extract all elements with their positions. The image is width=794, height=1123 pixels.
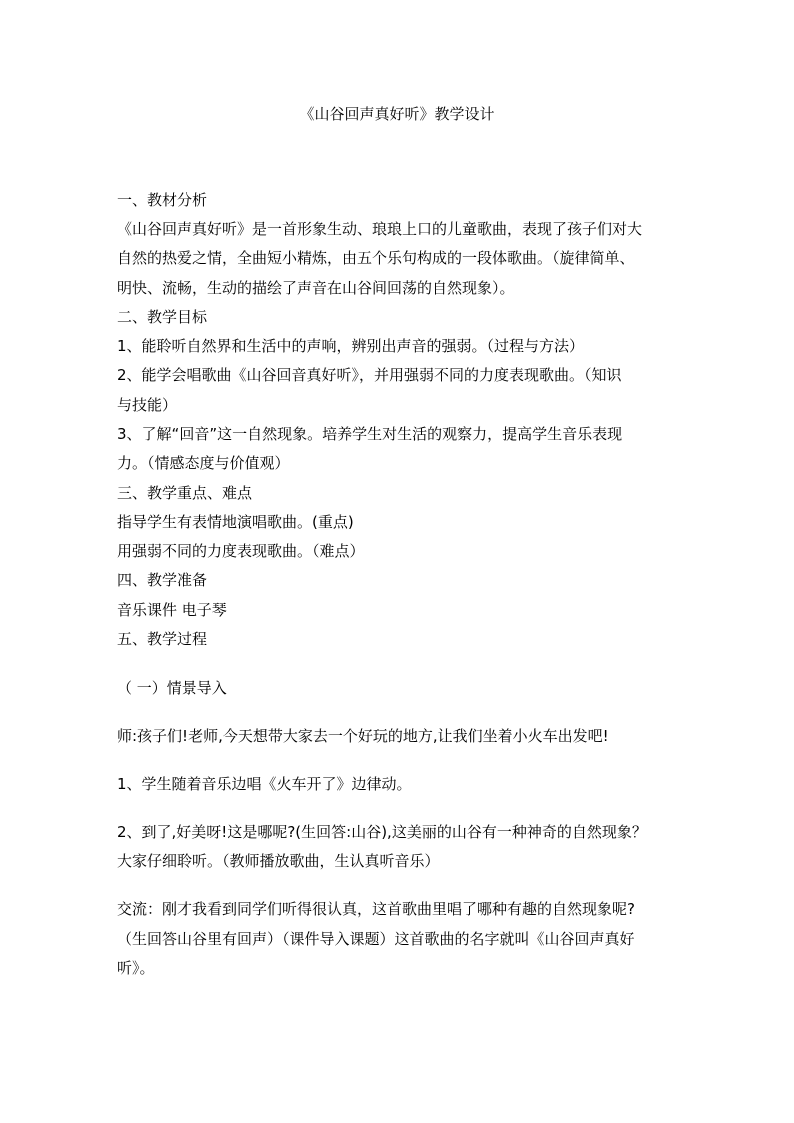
paragraph-line: 师:孩子们!老师,今天想带大家去一个好玩的地方,让我们坐着小火车出发吧! (117, 727, 609, 745)
paragraph-line: 明快、流畅，生动的描绘了声音在山谷间回荡的自然现象）。 (117, 279, 515, 297)
paragraph-line: 3、了解“回音”这一自然现象。培养学生对生活的观察力，提高学生音乐表现 (117, 425, 623, 443)
paragraph-line: 《山谷回声真好听》是一首形象生动、琅琅上口的儿童歌曲，表现了孩子们对大 (117, 220, 643, 238)
paragraph-line: 力。（情感态度与价值观） (117, 454, 290, 472)
section-heading: 三、教学重点、难点 (117, 484, 253, 502)
paragraph-line: 2、能学会唱歌曲《山谷回音真好听》，并用强弱不同的力度表现歌曲。（知识 (117, 366, 622, 384)
subsection-heading: （ 一）情景导入 (117, 679, 227, 697)
section-heading: 二、教学目标 (117, 308, 208, 326)
paragraph-line: 1、学生随着音乐边唱《火车开了》边律动。 (117, 775, 412, 793)
section-heading: 四、教学准备 (117, 571, 208, 589)
section-heading: 一、教材分析 (117, 191, 208, 209)
paragraph-line: 2、到了,好美呀!这是哪呢?(生回答:山谷),这美丽的山谷有一种神奇的自然现象？ (117, 823, 647, 841)
paragraph-line: 听》。 (117, 959, 155, 977)
paragraph-line: 1、能聆听自然界和生活中的声响，辨别出声音的强弱。（过程与方法） (117, 337, 585, 355)
paragraph-line: 用强弱不同的力度表现歌曲。（难点） (117, 542, 365, 560)
paragraph-line: 大家仔细聆听。（教师播放歌曲，生认真听音乐） (117, 852, 440, 870)
paragraph-line: 与技能） (117, 396, 178, 414)
paragraph-line: 交流：刚才我看到同学们听得很认真，这首歌曲里唱了哪种有趣的自然现象呢? (117, 900, 635, 918)
document-title: 《山谷回声真好听》教学设计 (299, 105, 495, 123)
section-heading: 五、教学过程 (117, 630, 208, 648)
paragraph-line: 指导学生有表情地演唱歌曲。(重点) (117, 513, 354, 531)
paragraph-line: 音乐课件 电子琴 (117, 601, 227, 619)
paragraph-line: 自然的热爱之情，全曲短小精炼，由五个乐句构成的一段体歌曲。（旋律简单、 (117, 249, 635, 267)
paragraph-line: （生回答山谷里有回声）（课件导入课题）这首歌曲的名字就叫《山谷回声真好 (117, 930, 635, 948)
